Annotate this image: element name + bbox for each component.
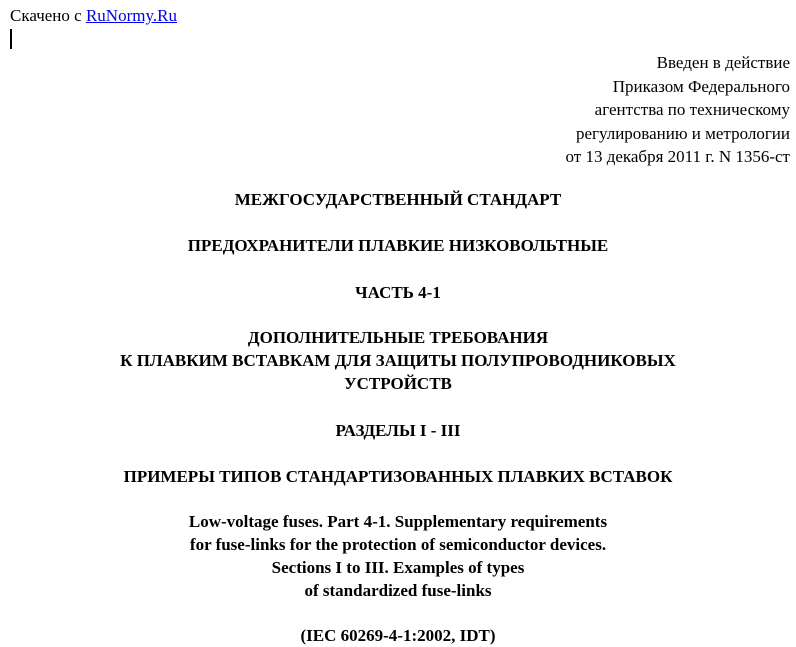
part-heading: ЧАСТЬ 4-1 [355, 283, 441, 302]
standard-title-heading: ПРЕДОХРАНИТЕЛИ ПЛАВКИЕ НИЗКОВОЛЬТНЫЕ [187, 236, 609, 255]
examples-heading: ПРИМЕРЫ ТИПОВ СТАНДАРТИЗОВАННЫХ ПЛАВКИХ ВСТАВОК [123, 467, 673, 486]
english-title-line: of standardized fuse-links [304, 581, 492, 600]
approval-line: Приказом Федерального [612, 76, 790, 96]
sections-heading: РАЗДЕЛЫ I - III [335, 421, 461, 440]
download-prefix: Скачено с [10, 6, 86, 25]
standard-type-heading: МЕЖГОСУДАРСТВЕННЫЙ СТАНДАРТ [234, 190, 562, 209]
subtitle-line: ДОПОЛНИТЕЛЬНЫЕ ТРЕБОВАНИЯ [247, 328, 549, 347]
approval-line: от 13 декабря 2011 г. N 1356-ст [565, 147, 790, 166]
subtitle-line: К ПЛАВКИМ ВСТАВКАМ ДЛЯ ЗАЩИТЫ ПОЛУПРОВОДНИКОВЫХ [120, 351, 676, 370]
approval-block [565, 51, 790, 169]
runormy-link[interactable]: RuNormy.Ru [85, 6, 177, 25]
text-cursor [10, 29, 12, 49]
download-source-line [10, 6, 177, 26]
approval-line: регулированию и метрологии [575, 123, 790, 143]
subtitle-line: УСТРОЙСТВ [344, 374, 452, 393]
english-title-line: Low-voltage fuses. Part 4-1. Supplementary requirements [188, 512, 608, 531]
subtitle-heading [0, 326, 796, 395]
iec-reference: (IEC 60269-4-1:2002, IDT) [300, 626, 496, 645]
approval-line: агентства по техническому [594, 100, 790, 119]
approval-line: Введен в действие [656, 53, 790, 72]
english-title [0, 510, 796, 602]
english-title-line: for fuse-links for the protection of semiconductor devices. [189, 535, 607, 554]
english-title-line: Sections I to III. Examples of types [271, 558, 525, 577]
